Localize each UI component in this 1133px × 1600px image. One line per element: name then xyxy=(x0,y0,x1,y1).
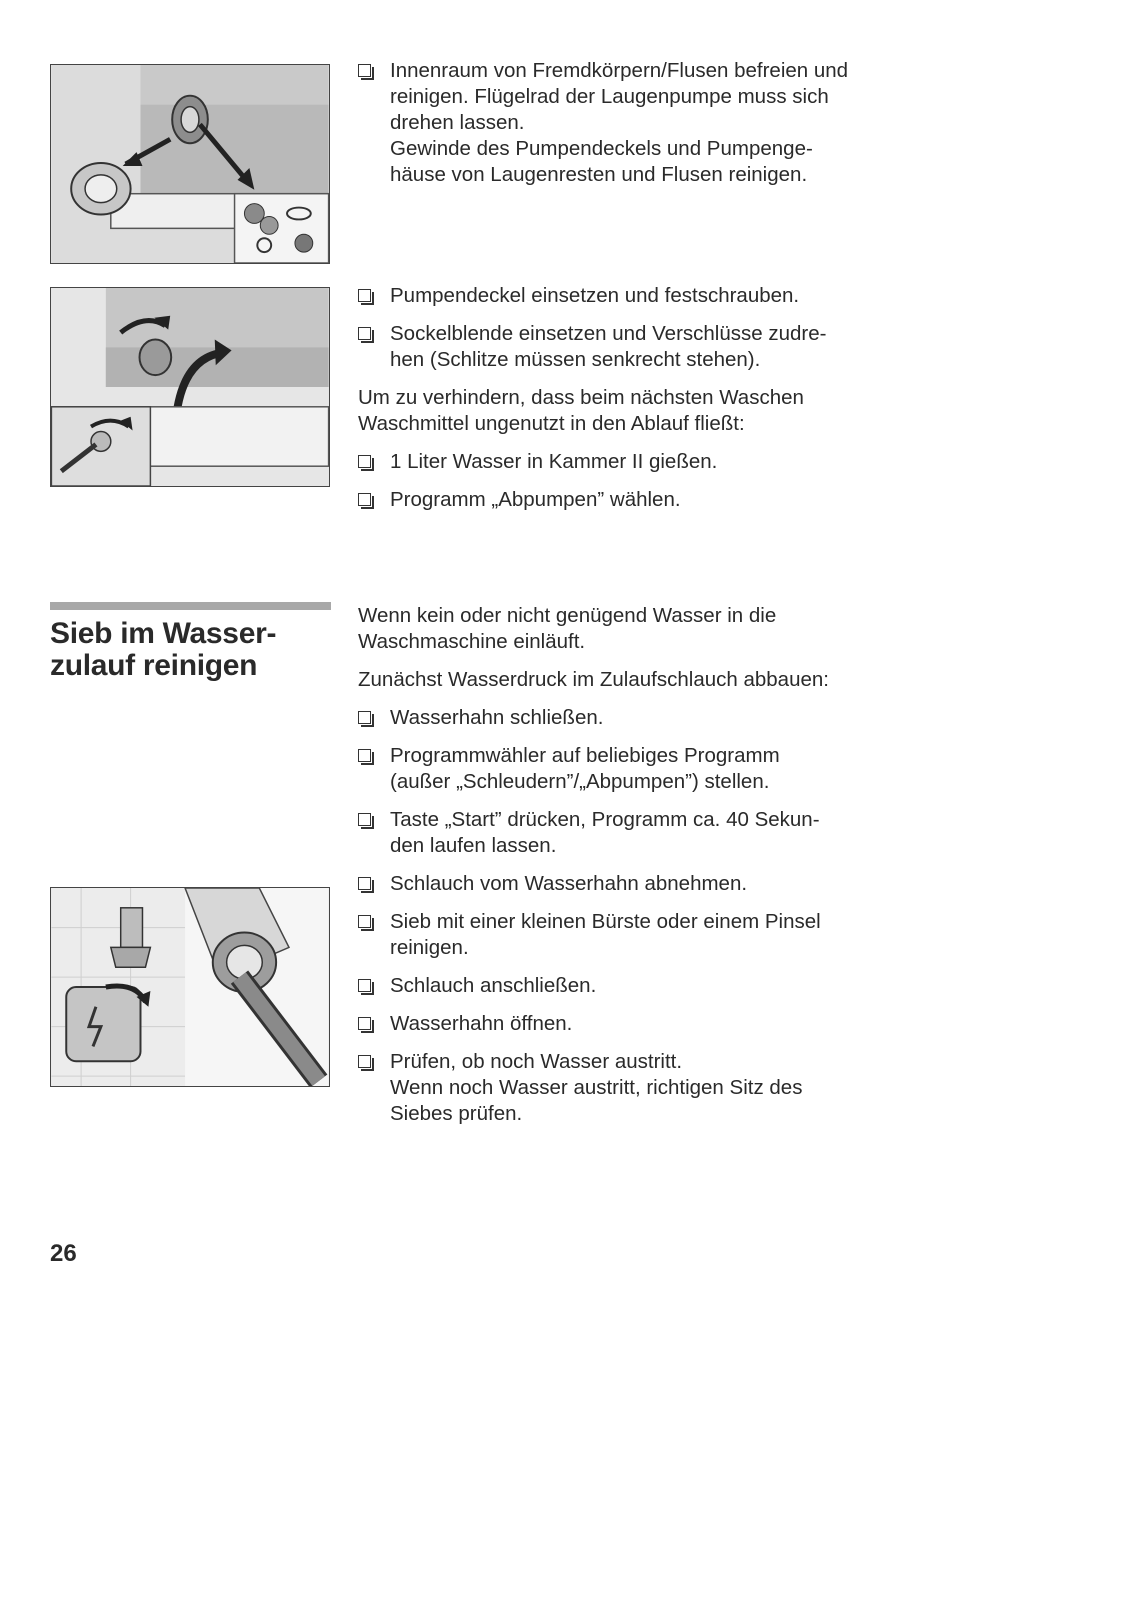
checkbox-icon xyxy=(358,289,371,302)
section-title: Sieb im Wasser- zulauf reinigen xyxy=(50,617,277,682)
checkbox-icon xyxy=(358,877,371,890)
list-item: Pumpendeckel einsetzen und festschrauben. xyxy=(358,283,918,309)
inlet-filter-drawing xyxy=(51,888,329,1086)
pump-cover-insert-drawing xyxy=(51,288,329,486)
checkbox-icon xyxy=(358,711,371,724)
checkbox-icon xyxy=(358,1017,371,1030)
list-item: Sockelblende einsetzen und Verschlüsse zudre- hen (Schlitze müssen senkrecht stehen). xyxy=(358,321,918,373)
list-item: Taste „Start” drücken, Programm ca. 40 Sekun- den laufen lassen. xyxy=(358,807,918,859)
checkbox-icon xyxy=(358,64,371,77)
checkbox-icon xyxy=(358,1055,371,1068)
list-item: Wasserhahn öffnen. xyxy=(358,1011,918,1037)
checkbox-icon xyxy=(358,749,371,762)
paragraph: Wenn kein oder nicht genügend Wasser in die Waschmaschine einläuft. xyxy=(358,604,777,653)
page-number: 26 xyxy=(50,1240,77,1267)
checkbox-icon xyxy=(358,493,371,506)
paragraph: Zunächst Wasserdruck im Zulaufschlauch abbauen: xyxy=(358,668,829,691)
list-item: 1 Liter Wasser in Kammer II gießen. xyxy=(358,449,918,475)
list-item: Schlauch anschließen. xyxy=(358,973,918,999)
list-item: Innenraum von Fremdkörpern/Flusen befreien und reinigen. Flügelrad der Laugenpumpe muss sich drehen lassen. Gewinde des Pumpendeckels und Pumpenge- häuse von Laugenresten und Flusen reinigen. xyxy=(358,58,918,188)
list-item: Programm „Abpumpen” wählen. xyxy=(358,487,918,513)
checkbox-icon xyxy=(358,979,371,992)
checkbox-icon xyxy=(358,455,371,468)
checkbox-icon xyxy=(358,327,371,340)
paragraph: Um zu verhindern, dass beim nächsten Waschen Waschmittel ungenutzt in den Ablauf fließt: xyxy=(358,386,804,435)
list-item: Sieb mit einer kleinen Bürste oder einem Pinsel reinigen. xyxy=(358,909,918,961)
block2-text xyxy=(358,283,918,525)
inlet-filter-illustration xyxy=(50,887,330,1087)
list-item: Wasserhahn schließen. xyxy=(358,705,918,731)
list-item: Prüfen, ob noch Wasser austritt. Wenn noch Wasser austritt, richtigen Sitz des Siebes prüfen. xyxy=(358,1049,918,1127)
checkbox-icon xyxy=(358,813,371,826)
pump-cover-removal-drawing xyxy=(51,65,329,263)
list-item: Programmwähler auf beliebiges Programm (außer „Schleudern”/„Abpumpen”) stellen. xyxy=(358,743,918,795)
block1-text xyxy=(358,58,918,200)
section-text xyxy=(358,603,918,1139)
checkbox-icon xyxy=(358,915,371,928)
pump-cover-removal-illustration xyxy=(50,64,330,264)
section-rule xyxy=(50,602,331,610)
list-item: Schlauch vom Wasserhahn abnehmen. xyxy=(358,871,918,897)
pump-cover-insert-illustration xyxy=(50,287,330,487)
